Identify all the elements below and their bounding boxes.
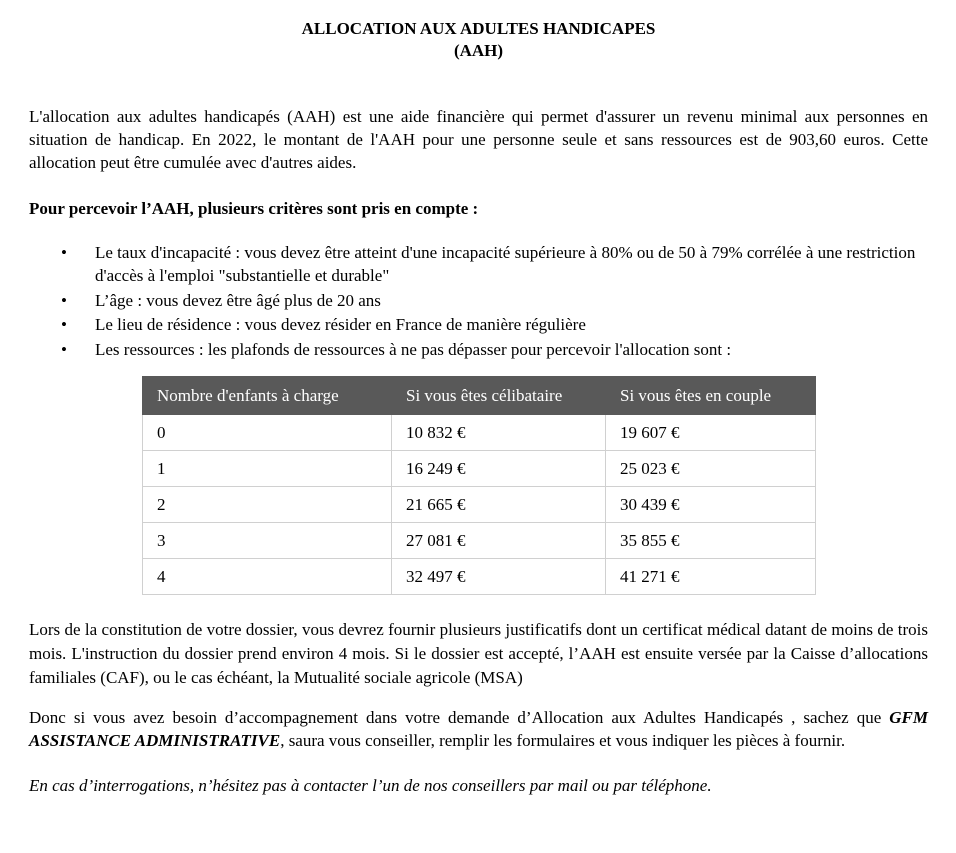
title-line-1: ALLOCATION AUX ADULTES HANDICAPES [301, 19, 656, 38]
cell-celibataire: 10 832 € [392, 414, 606, 450]
header-celibataire: Si vous êtes célibataire [392, 376, 606, 414]
resources-table [142, 376, 816, 595]
list-item [29, 289, 928, 312]
document-page [29, 18, 928, 797]
closing-note: En cas d’interrogations, n’hésitez pas à contacter l’un de nos conseillers par mail ou par téléphone. [29, 775, 712, 795]
accompagnement-text-after: , saura vous conseiller, remplir les formulaires et vous indiquer les pièces à fournir. [280, 730, 846, 750]
cell-couple: 19 607 € [606, 414, 816, 450]
cell-couple: 30 439 € [606, 486, 816, 522]
cell-celibataire: 16 249 € [392, 450, 606, 486]
cell-celibataire: 27 081 € [392, 522, 606, 558]
cell-enfants: 2 [143, 486, 392, 522]
table-row [143, 522, 816, 558]
header-couple: Si vous êtes en couple [606, 376, 816, 414]
cell-enfants: 3 [143, 522, 392, 558]
header-enfants: Nombre d'enfants à charge [143, 376, 392, 414]
list-item [29, 313, 928, 336]
company-name: GFM ASSISTANCE ADMINISTRATIVE [29, 707, 928, 750]
table-row [143, 486, 816, 522]
table-row [143, 414, 816, 450]
cell-enfants: 4 [143, 558, 392, 594]
document-title [29, 18, 928, 62]
criteria-text-ressources: Les ressources : les plafonds de ressources à ne pas dépasser pour percevoir l'allocation sont : [95, 339, 732, 359]
table-header-row [143, 376, 816, 414]
intro-paragraph: L'allocation aux adultes handicapés (AAH) est une aide financière qui permet d'assurer un revenu minimal aux personnes en situation de handicap. En 2022, le montant de l'AAH pour une personne seule et sans ressources est de 903,60 euros. Cette allocation peut être cumulée avec d'autres aides. [29, 107, 928, 172]
bullet-icon: • [61, 243, 67, 262]
cell-couple: 25 023 € [606, 450, 816, 486]
cell-celibataire: 21 665 € [392, 486, 606, 522]
list-item [29, 338, 928, 361]
table-row [143, 558, 816, 594]
bullet-icon: • [61, 315, 67, 334]
criteria-text-residence: Le lieu de résidence : vous devez résider en France de manière régulière [95, 315, 586, 334]
cell-celibataire: 32 497 € [392, 558, 606, 594]
bullet-icon: • [61, 290, 67, 310]
cell-enfants: 1 [143, 450, 392, 486]
cell-couple: 41 271 € [606, 558, 816, 594]
cell-enfants: 0 [143, 414, 392, 450]
criteria-text-age: L’âge : vous devez être âgé plus de 20 ans [95, 290, 381, 310]
accompagnement-text-before: Donc si vous avez besoin d’accompagnement dans votre demande d’Allocation aux Adultes Handicapés , sachez que [29, 707, 890, 727]
cell-couple: 35 855 € [606, 522, 816, 558]
criteria-list [29, 241, 928, 361]
bullet-icon: • [61, 339, 67, 359]
table-row [143, 450, 816, 486]
title-line-2: (AAH) [453, 41, 504, 60]
dossier-paragraph: Lors de la constitution de votre dossier, vous devrez fournir plusieurs justificatifs dont un certificat médical datant de moins de trois mois. L'instruction du dossier prend environ 4 mois. Si le dossier est accepté, l’AAH est ensuite versée par la Caisse d’allocations familiales (CAF), ou le cas échéant, la Mutualité sociale agricole (MSA) [29, 619, 928, 687]
list-item [29, 241, 928, 287]
accompagnement-paragraph [29, 706, 928, 752]
criteria-text-incapacite: Le taux d'incapacité : vous devez être atteint d'une incapacité supérieure à 80% ou de 50 à 79% corrélée à une restriction d'accès à l'emploi "substantielle et durable" [95, 243, 916, 285]
criteria-heading: Pour percevoir l’AAH, plusieurs critères sont pris en compte : [29, 199, 479, 218]
